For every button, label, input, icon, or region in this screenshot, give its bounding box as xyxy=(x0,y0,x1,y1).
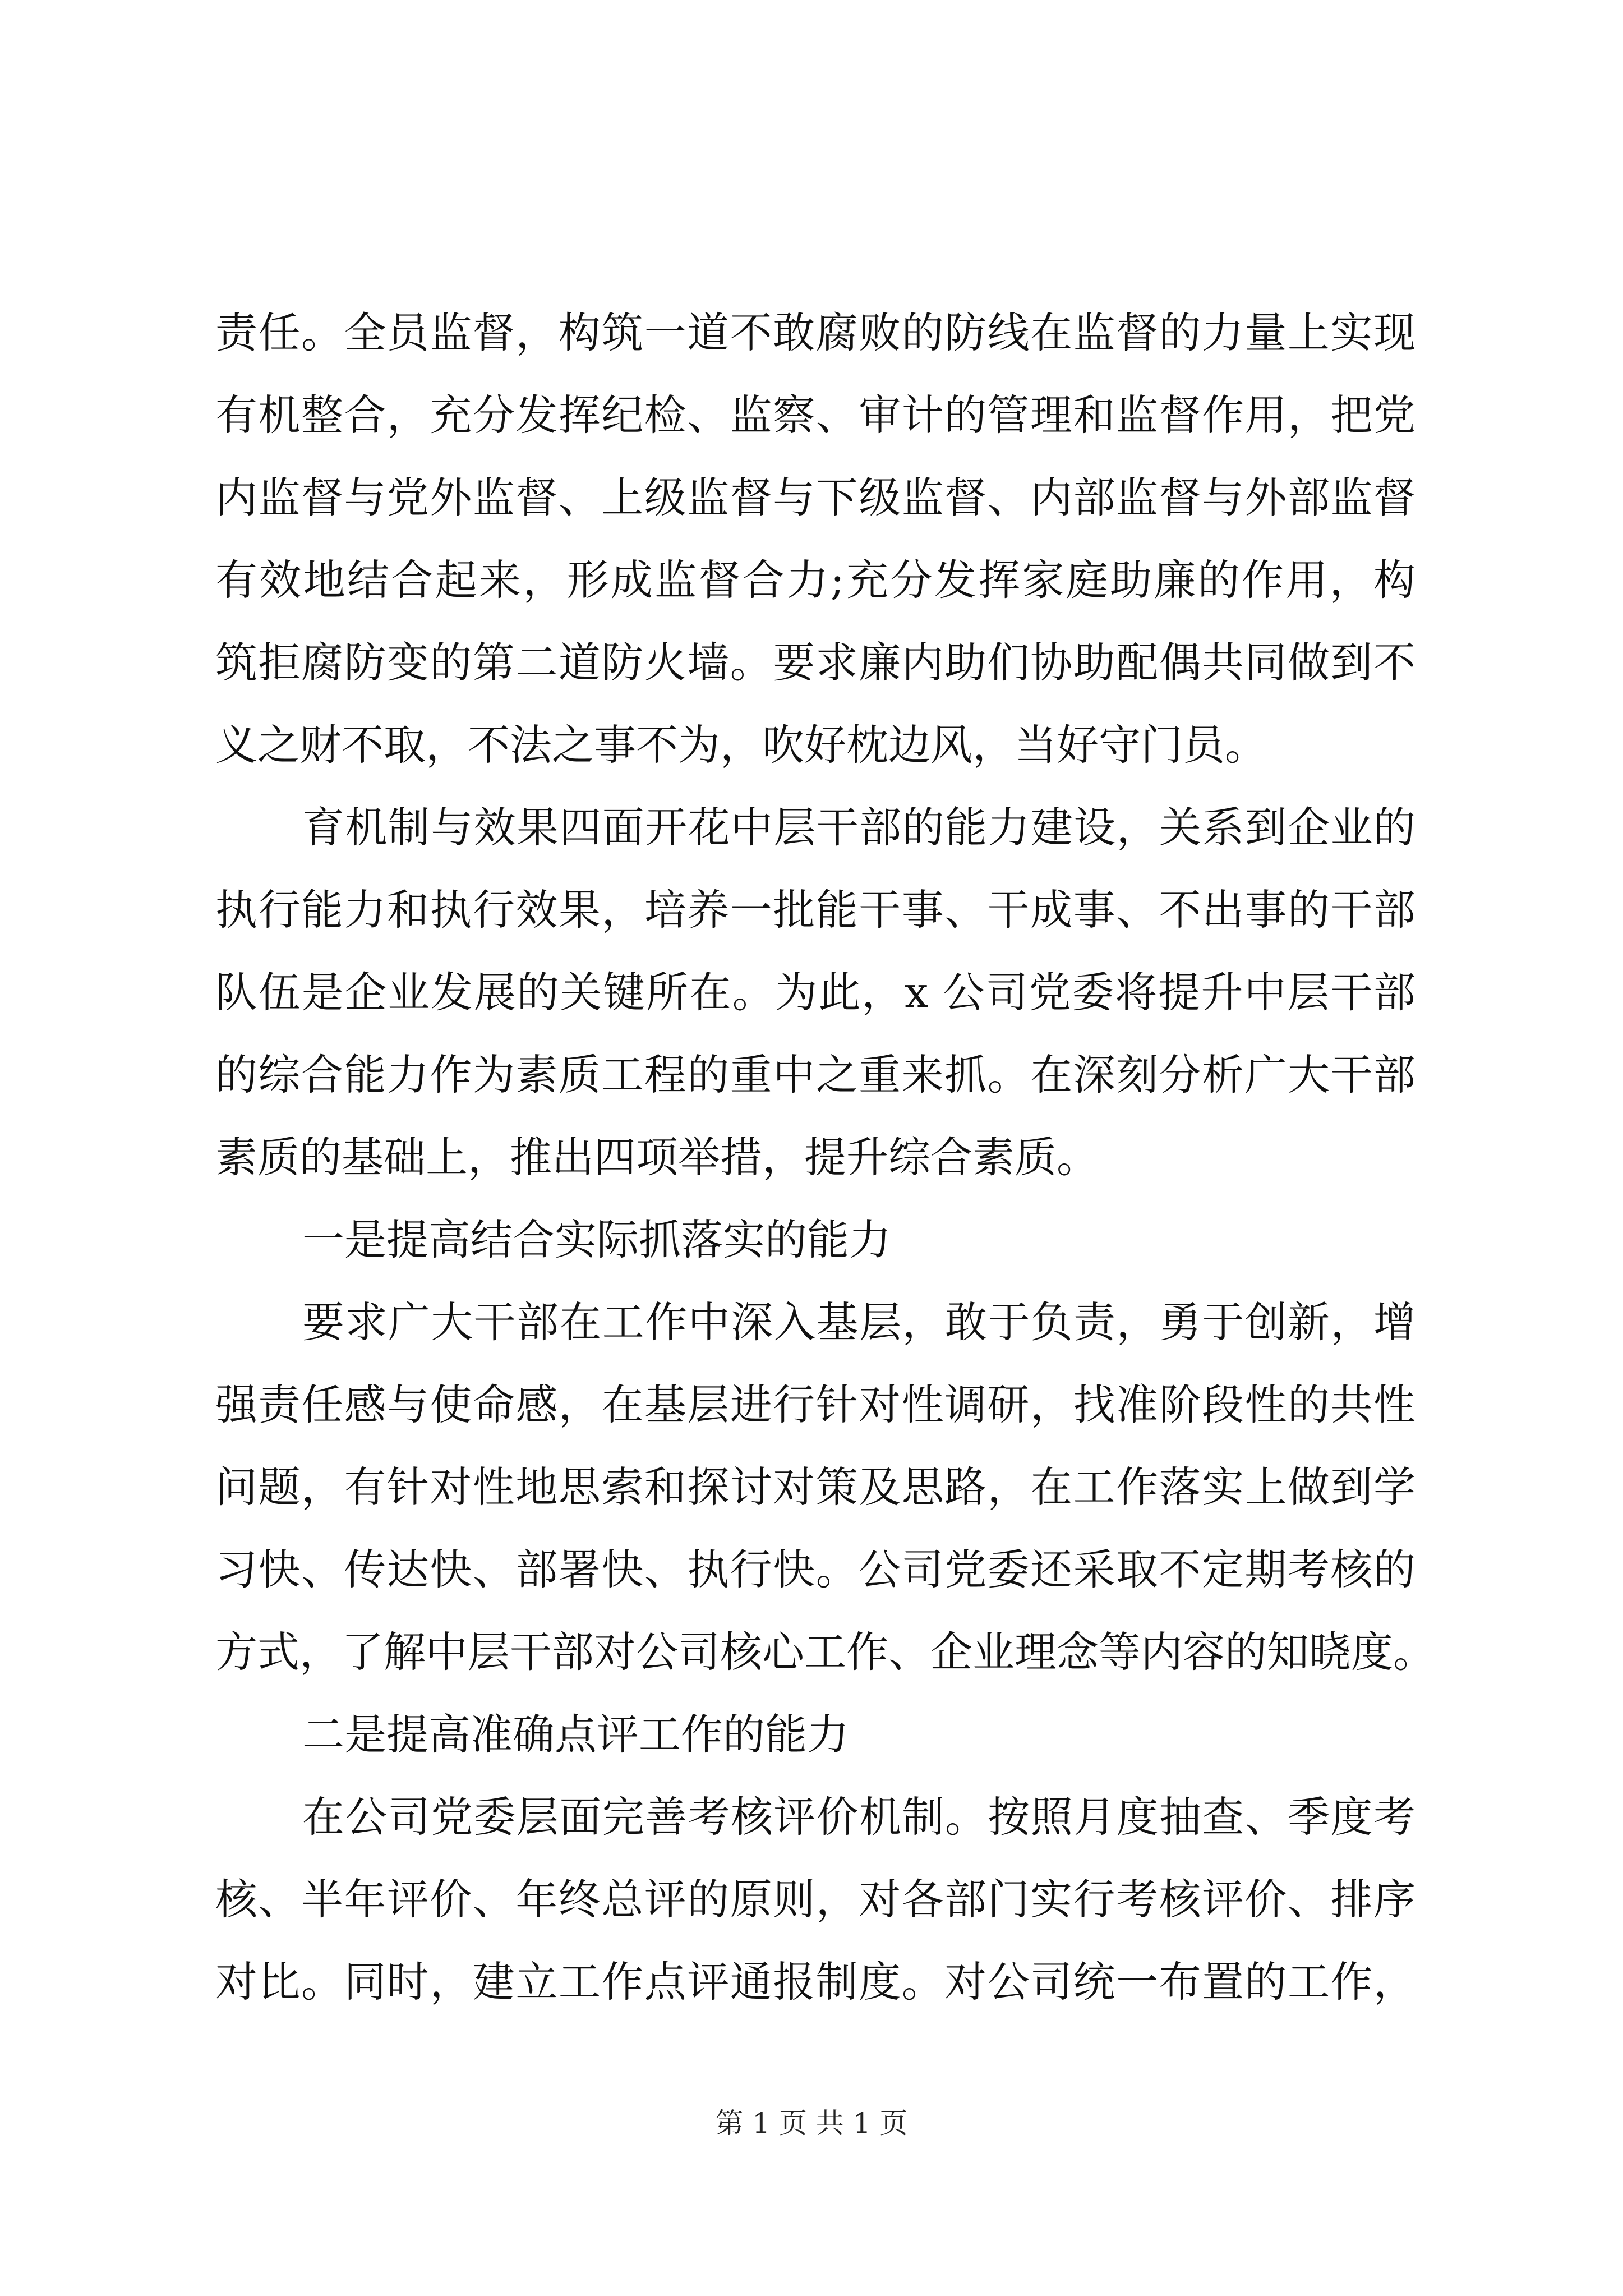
text-line: 育机制与效果四面开花中层干部的能力建设，关系到企业的 xyxy=(302,803,1415,852)
text-line: 习快、传达快、部署快、执行快。公司党委还采取不定期考核的 xyxy=(215,1545,1415,1594)
text-line: 责任。全员监督，构筑一道不敢腐败的防线在监督的力量上实现 xyxy=(215,308,1415,357)
section-heading: 二是提高准确点评工作的能力 xyxy=(302,1710,850,1759)
page-number: 第 1 页 共 1 页 xyxy=(715,2107,908,2139)
text-line: 素质的基础上，推出四项举措，提升综合素质。 xyxy=(215,1133,1099,1182)
text-line: 核、半年评价、年终总评的原则，对各部门实行考核评价、排序 xyxy=(215,1875,1415,1924)
text-line: 义之财不取，不法之事不为，吹好枕边风，当好守门员。 xyxy=(215,720,1267,770)
document-body xyxy=(215,292,1436,2023)
text-line: 在公司党委层面完善考核评价机制。按照月度抽查、季度考 xyxy=(302,1792,1415,1842)
text-line: 方式，了解中层干部对公司核心工作、企业理念等内容的知晓度。 xyxy=(215,1627,1436,1677)
text-line: 筑拒腐防变的第二道防火墙。要求廉内助们协助配偶共同做到不 xyxy=(215,638,1415,687)
text-line: 问题，有针对性地思索和探讨对策及思路，在工作落实上做到学 xyxy=(215,1462,1415,1512)
text-line: 执行能力和执行效果，培养一批能干事、干成事、不出事的干部 xyxy=(215,885,1415,935)
text-line: 强责任感与使命感，在基层进行针对性调研，找准阶段性的共性 xyxy=(215,1380,1415,1429)
page-footer xyxy=(0,2101,1623,2141)
text-line: 有效地结合起来，形成监督合力;充分发挥家庭助廉的作用，构 xyxy=(215,555,1415,605)
text-line: 有机整合，充分发挥纪检、监察、审计的管理和监督作用，把党 xyxy=(215,390,1415,440)
text-line: 对比。同时，建立工作点评通报制度。对公司统一布置的工作， xyxy=(215,1957,1415,2007)
section-heading: 一是提高结合实际抓落实的能力 xyxy=(302,1215,892,1264)
text-line: 内监督与党外监督、上级监督与下级监督、内部监督与外部监督 xyxy=(215,473,1415,522)
text-line: 的综合能力作为素质工程的重中之重来抓。在深刻分析广大干部 xyxy=(215,1050,1415,1099)
text-line: 要求广大干部在工作中深入基层，敢于负责，勇于创新，增 xyxy=(302,1297,1415,1347)
text-line: 队伍是企业发展的关键所在。为此，x 公司党委将提升中层干部 xyxy=(215,968,1415,1017)
